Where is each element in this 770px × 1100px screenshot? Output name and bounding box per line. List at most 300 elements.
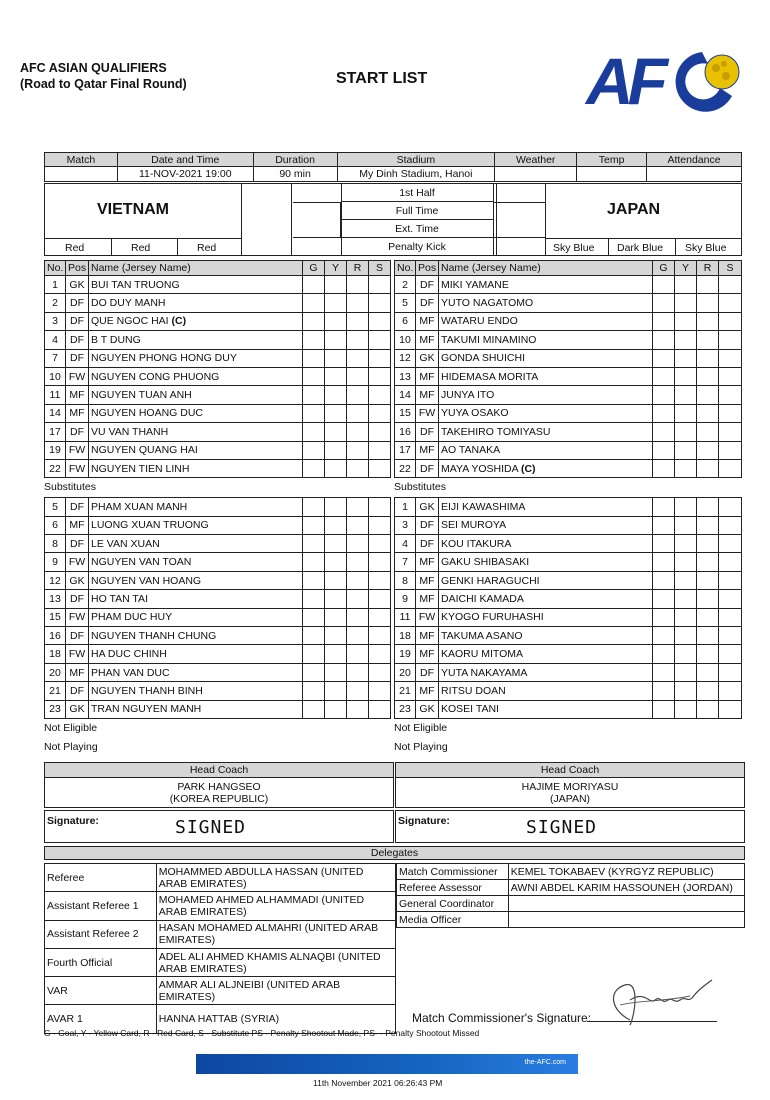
away-not-playing-label: Not Playing	[394, 740, 448, 753]
player-row	[395, 386, 742, 404]
player-column-header: No.	[395, 261, 416, 276]
player-row	[395, 682, 742, 700]
stat-cell	[347, 498, 369, 516]
stat-cell	[653, 608, 675, 626]
stat-cell	[369, 645, 391, 663]
player-position: MF	[416, 367, 439, 385]
player-number: 5	[395, 294, 416, 312]
stat-cell	[697, 276, 719, 294]
stat-cell	[325, 441, 347, 459]
player-name: NGUYEN VAN HOANG	[91, 574, 202, 587]
player-name-cell	[439, 571, 653, 589]
home-color-2: Red	[131, 242, 151, 254]
player-name-cell	[439, 590, 653, 608]
player-name-cell	[89, 553, 303, 571]
player-number: 9	[395, 590, 416, 608]
stat-cell	[369, 700, 391, 718]
player-row	[395, 349, 742, 367]
stat-cell	[347, 590, 369, 608]
stat-cell	[697, 571, 719, 589]
stat-cell	[325, 459, 347, 477]
stat-cell	[369, 349, 391, 367]
player-position: DF	[416, 459, 439, 477]
home-not-playing-label: Not Playing	[44, 740, 98, 753]
player-name: PHAM XUAN MANH	[91, 500, 188, 513]
home-signature-label: Signature:	[47, 815, 99, 827]
stat-cell	[347, 441, 369, 459]
commissioners-table	[396, 863, 745, 928]
stat-cell	[675, 535, 697, 553]
home-coach-table	[44, 762, 394, 808]
player-position: DF	[416, 516, 439, 534]
stat-cell	[653, 571, 675, 589]
stat-cell	[369, 276, 391, 294]
stat-cell	[653, 294, 675, 312]
stat-cell	[303, 700, 325, 718]
delegate-name	[508, 912, 744, 928]
player-number: 6	[45, 516, 66, 534]
player-name-cell	[439, 627, 653, 645]
match-info-header: Attendance	[647, 153, 742, 167]
stat-cell	[653, 459, 675, 477]
player-name: GAKU SHIBASAKI	[441, 556, 530, 569]
delegate-row	[397, 880, 745, 896]
away-players	[394, 260, 741, 757]
player-name: TAKEHIRO TOMIYASU	[441, 425, 551, 438]
stat-cell	[369, 627, 391, 645]
player-name: PHAN VAN DUC	[91, 666, 170, 679]
player-row	[395, 590, 742, 608]
player-row	[395, 498, 742, 516]
delegate-name: AMMAR ALI ALJNEIBI (UNITED ARAB EMIRATES)	[156, 977, 395, 1005]
stat-cell	[347, 386, 369, 404]
stat-cell	[697, 663, 719, 681]
home-subs-table	[44, 497, 391, 719]
stat-cell	[719, 459, 742, 477]
stat-cell	[369, 535, 391, 553]
stat-cell	[347, 331, 369, 349]
stat-cell	[675, 553, 697, 571]
stat-cell	[697, 590, 719, 608]
delegate-name: KEMEL TOKABAEV (KYRGYZ REPUBLIC)	[508, 864, 744, 880]
home-coach-cell	[45, 778, 394, 808]
player-number: 6	[395, 312, 416, 330]
stat-cell	[325, 498, 347, 516]
stat-cell	[653, 498, 675, 516]
player-name-cell	[439, 294, 653, 312]
stat-cell	[653, 700, 675, 718]
player-row	[45, 535, 391, 553]
player-position: FW	[66, 553, 89, 571]
stat-cell	[697, 645, 719, 663]
player-name: GONDA SHUICHI	[441, 352, 526, 365]
stat-cell	[675, 423, 697, 441]
delegate-row	[45, 977, 396, 1005]
player-name-cell	[89, 535, 303, 553]
stat-cell	[697, 349, 719, 367]
stat-cell	[303, 386, 325, 404]
stat-cell	[369, 294, 391, 312]
delegate-role: VAR	[45, 977, 157, 1005]
match-info-table	[44, 152, 742, 182]
player-number: 22	[395, 459, 416, 477]
away-signature-box	[395, 810, 745, 843]
stat-cell	[325, 700, 347, 718]
stat-cell	[347, 367, 369, 385]
home-color-3: Red	[197, 242, 217, 254]
stat-cell	[303, 516, 325, 534]
page-header	[0, 0, 770, 150]
stat-cell	[719, 535, 742, 553]
stat-cell	[719, 700, 742, 718]
home-color-1: Red	[65, 242, 85, 254]
stat-cell	[719, 423, 742, 441]
stat-cell	[325, 608, 347, 626]
stat-cell	[697, 331, 719, 349]
home-signature-box	[44, 810, 394, 843]
player-row	[395, 404, 742, 422]
stat-cell	[719, 608, 742, 626]
player-position: DF	[66, 535, 89, 553]
player-row	[45, 516, 391, 534]
player-name: HIDEMASA MORITA	[441, 370, 539, 383]
player-row	[395, 571, 742, 589]
player-position: MF	[416, 590, 439, 608]
player-name-cell	[89, 645, 303, 663]
player-name-cell	[89, 700, 303, 718]
stat-cell	[653, 663, 675, 681]
stat-cell	[675, 571, 697, 589]
player-position: DF	[416, 535, 439, 553]
stat-cell	[347, 516, 369, 534]
stat-cell	[303, 404, 325, 422]
player-name-cell	[89, 276, 303, 294]
player-row	[45, 386, 391, 404]
player-name-cell	[89, 312, 303, 330]
away-signature-label: Signature:	[398, 815, 450, 827]
player-position: MF	[416, 386, 439, 404]
delegate-name: MOHAMMED ABDULLA HASSAN (UNITED ARAB EMIRATES)	[156, 864, 395, 892]
stat-cell	[303, 294, 325, 312]
away-player-header-row	[395, 261, 742, 276]
stat-cell	[675, 663, 697, 681]
player-name-cell	[439, 459, 653, 477]
stat-cell	[697, 294, 719, 312]
match-info-header: Date and Time	[117, 153, 253, 167]
match-commissioner-signature-label: Match Commissioner's Signature:	[412, 1011, 592, 1025]
captain-badge: (C)	[520, 462, 536, 475]
stat-cell	[347, 312, 369, 330]
stat-cell	[719, 349, 742, 367]
player-number: 10	[395, 331, 416, 349]
delegate-row	[45, 948, 396, 976]
match-info-value: 11-NOV-2021 19:00	[117, 167, 253, 182]
player-row	[395, 423, 742, 441]
player-name: DO DUY MANH	[91, 297, 166, 310]
player-number: 7	[45, 349, 66, 367]
away-substitutes-label: Substitutes	[394, 481, 446, 494]
stat-cell	[303, 498, 325, 516]
player-number: 14	[45, 404, 66, 422]
player-number: 8	[395, 571, 416, 589]
player-number: 15	[395, 404, 416, 422]
stat-cell	[303, 571, 325, 589]
stat-cell	[369, 590, 391, 608]
match-info-header: Temp	[577, 153, 647, 167]
stat-cell	[697, 682, 719, 700]
player-name: NGUYEN CONG PHUONG	[91, 370, 220, 383]
home-team-name: VIETNAM	[97, 201, 169, 218]
period-first-half: 1st Half	[341, 184, 493, 202]
player-name: YUYA OSAKO	[441, 407, 509, 420]
player-name-cell	[439, 367, 653, 385]
stat-cell	[719, 386, 742, 404]
player-position: DF	[66, 590, 89, 608]
player-position: MF	[416, 571, 439, 589]
period-ext-time: Ext. Time	[341, 220, 493, 238]
match-info-header: Weather	[495, 153, 577, 167]
player-name-cell	[439, 553, 653, 571]
player-name-cell	[89, 367, 303, 385]
stat-cell	[719, 312, 742, 330]
stat-cell	[347, 459, 369, 477]
document-title: START LIST	[336, 70, 428, 87]
stat-cell	[675, 276, 697, 294]
player-name-cell	[89, 682, 303, 700]
stat-cell	[653, 312, 675, 330]
match-info-header-row	[45, 153, 742, 167]
match-info-value	[577, 167, 647, 182]
stat-cell	[719, 627, 742, 645]
delegate-row	[45, 920, 396, 948]
player-name-cell	[89, 386, 303, 404]
player-name-cell	[89, 627, 303, 645]
player-name-cell	[439, 498, 653, 516]
player-number: 18	[395, 627, 416, 645]
player-position: DF	[416, 663, 439, 681]
player-row	[45, 571, 391, 589]
stat-cell	[719, 498, 742, 516]
delegate-row	[397, 896, 745, 912]
player-row	[395, 516, 742, 534]
home-starters-table	[44, 260, 391, 478]
player-number: 2	[45, 294, 66, 312]
home-not-eligible-label: Not Eligible	[44, 721, 98, 734]
delegates-header: Delegates	[44, 846, 745, 860]
stat-cell	[325, 645, 347, 663]
player-number: 10	[45, 367, 66, 385]
stat-cell	[303, 663, 325, 681]
player-name-cell	[439, 276, 653, 294]
stat-cell	[369, 367, 391, 385]
stat-cell	[303, 367, 325, 385]
player-number: 21	[395, 682, 416, 700]
stat-cell	[369, 663, 391, 681]
delegate-role: Assistant Referee 1	[45, 892, 157, 920]
player-name-cell	[439, 663, 653, 681]
player-position: MF	[66, 516, 89, 534]
footer-banner	[196, 1054, 578, 1074]
player-number: 3	[395, 516, 416, 534]
stat-cell	[697, 608, 719, 626]
player-number: 13	[395, 367, 416, 385]
player-row	[395, 331, 742, 349]
away-team-name: JAPAN	[607, 201, 661, 218]
stat-cell	[369, 516, 391, 534]
player-name-cell	[89, 498, 303, 516]
player-number: 7	[395, 553, 416, 571]
player-name: TAKUMI MINAMINO	[441, 333, 537, 346]
stat-cell	[303, 276, 325, 294]
player-column-header: S	[369, 261, 391, 276]
match-info-value-row	[45, 167, 742, 182]
player-name: LE VAN XUAN	[91, 537, 160, 550]
delegate-name: HANNA HATTAB (SYRIA)	[156, 1005, 395, 1033]
player-row	[395, 276, 742, 294]
player-row	[45, 700, 391, 718]
player-name-cell	[89, 441, 303, 459]
stat-cell	[303, 331, 325, 349]
player-name: WATARU ENDO	[441, 315, 518, 328]
stat-cell	[369, 386, 391, 404]
stat-cell	[719, 294, 742, 312]
player-name: QUE NGOC HAI	[91, 315, 172, 328]
player-name-cell	[439, 423, 653, 441]
player-row	[45, 441, 391, 459]
stat-cell	[675, 312, 697, 330]
player-name: KAORU MITOMA	[441, 648, 524, 661]
player-row	[45, 645, 391, 663]
player-number: 22	[45, 459, 66, 477]
stat-cell	[325, 386, 347, 404]
player-name: TRAN NGUYEN MANH	[91, 703, 202, 716]
stat-cell	[347, 349, 369, 367]
player-name: RITSU DOAN	[441, 684, 506, 697]
stat-cell	[653, 535, 675, 553]
away-color-2: Dark Blue	[617, 242, 664, 254]
player-column-header: Name (Jersey Name)	[439, 261, 653, 276]
stat-cell	[303, 312, 325, 330]
player-name-cell	[89, 663, 303, 681]
away-coach-name: HAJIME MORIYASU	[521, 780, 619, 793]
stat-cell	[347, 663, 369, 681]
stat-cell	[719, 571, 742, 589]
stat-cell	[653, 423, 675, 441]
stat-cell	[325, 571, 347, 589]
player-name: NGUYEN TIEN LINH	[91, 462, 190, 475]
stat-cell	[347, 645, 369, 663]
stat-cell	[653, 349, 675, 367]
stat-cell	[675, 682, 697, 700]
away-coach-country: (JAPAN)	[549, 792, 591, 805]
player-name-cell	[439, 516, 653, 534]
player-row	[395, 627, 742, 645]
player-row	[395, 441, 742, 459]
svg-text:AF: AF	[586, 44, 662, 112]
home-coach-name: PARK HANGSEO	[177, 780, 261, 793]
player-column-header: R	[697, 261, 719, 276]
stat-cell	[719, 590, 742, 608]
player-column-header: G	[653, 261, 675, 276]
away-coach-cell	[396, 778, 745, 808]
delegate-name	[508, 896, 744, 912]
player-column-header: G	[303, 261, 325, 276]
player-name-cell	[89, 349, 303, 367]
home-signature-value: SIGNED	[175, 817, 247, 838]
player-row	[45, 312, 391, 330]
stat-cell	[347, 571, 369, 589]
player-name: KOSEI TANI	[441, 703, 499, 716]
away-subs-table	[394, 497, 742, 719]
player-name-cell	[439, 331, 653, 349]
player-name: HA DUC CHINH	[91, 648, 167, 661]
player-position: GK	[416, 349, 439, 367]
player-name: LUONG XUAN TRUONG	[91, 519, 209, 532]
player-position: FW	[66, 441, 89, 459]
stat-cell	[325, 294, 347, 312]
player-column-header: Y	[325, 261, 347, 276]
player-name: NGUYEN PHONG HONG DUY	[91, 352, 237, 365]
stat-cell	[675, 459, 697, 477]
stat-cell	[325, 516, 347, 534]
stat-cell	[653, 682, 675, 700]
stat-cell	[719, 367, 742, 385]
player-row	[395, 367, 742, 385]
player-column-header: Pos	[416, 261, 439, 276]
player-position: FW	[66, 459, 89, 477]
player-row	[45, 423, 391, 441]
player-name: NGUYEN THANH CHUNG	[91, 629, 217, 642]
stat-cell	[719, 516, 742, 534]
player-name: NGUYEN VAN TOAN	[91, 556, 192, 569]
player-row	[45, 367, 391, 385]
stat-cell	[719, 645, 742, 663]
player-name-cell	[89, 571, 303, 589]
player-number: 4	[395, 535, 416, 553]
player-name: YUTO NAGATOMO	[441, 297, 534, 310]
player-name-cell	[439, 386, 653, 404]
delegate-role: Match Commissioner	[397, 864, 509, 880]
match-info-header: Duration	[253, 153, 337, 167]
stat-cell	[303, 349, 325, 367]
stat-cell	[303, 423, 325, 441]
stat-cell	[653, 367, 675, 385]
away-starters-table	[394, 260, 742, 478]
player-position: MF	[66, 663, 89, 681]
player-name-cell	[439, 404, 653, 422]
stat-cell	[653, 553, 675, 571]
delegate-role: Assistant Referee 2	[45, 920, 157, 948]
away-head-coach-label: Head Coach	[396, 763, 745, 778]
stat-cell	[653, 276, 675, 294]
stat-cell	[697, 700, 719, 718]
stat-cell	[719, 682, 742, 700]
stat-cell	[675, 404, 697, 422]
stat-cell	[697, 423, 719, 441]
player-position: GK	[66, 700, 89, 718]
stat-cell	[347, 535, 369, 553]
player-column-header: S	[719, 261, 742, 276]
delegate-role: Fourth Official	[45, 948, 157, 976]
stat-cell	[369, 312, 391, 330]
player-number: 4	[45, 331, 66, 349]
player-number: 1	[45, 276, 66, 294]
player-position: DF	[66, 423, 89, 441]
delegate-role: Referee Assessor	[397, 880, 509, 896]
stat-cell	[675, 349, 697, 367]
player-number: 17	[45, 423, 66, 441]
player-name: TAKUMA ASANO	[441, 629, 523, 642]
